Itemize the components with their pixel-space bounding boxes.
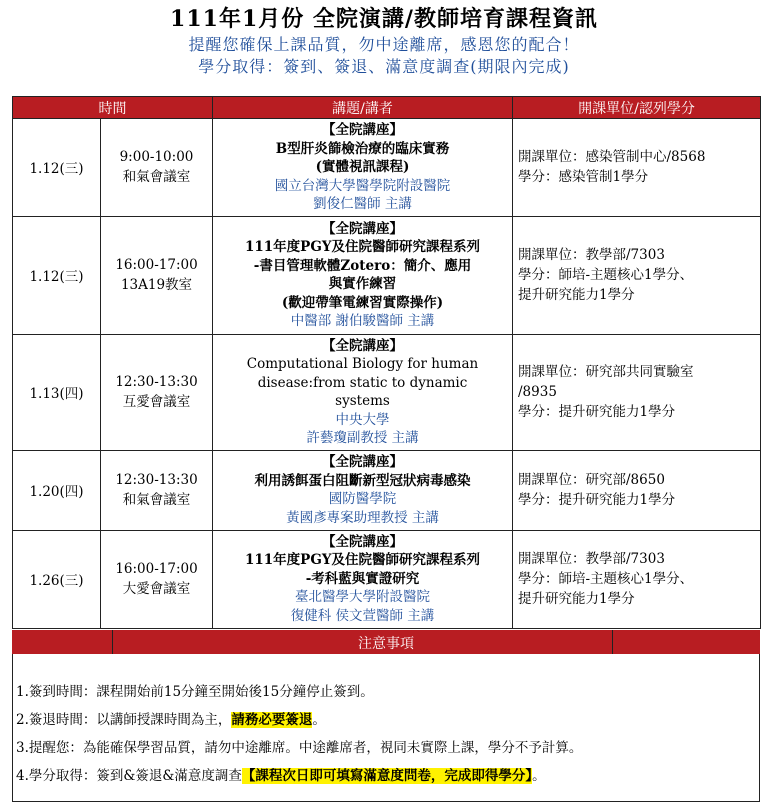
unit-line: /8935 [518, 384, 557, 400]
column-header-topic: 講題/講者 [213, 97, 513, 119]
course-unit-cell [513, 530, 761, 628]
topic-line: 與實作練習 [328, 276, 397, 292]
note-item [16, 710, 326, 730]
lecture-tag: 【全院講座】 [322, 220, 403, 237]
topic-line: B型肝炎篩檢治療的臨床實務 [275, 140, 450, 157]
table-row [13, 119, 761, 217]
note-text: 2.簽退時間：以講師授課時間為主， [16, 712, 232, 728]
unit-line: 學分：師培-主題核心1學分、 [518, 267, 694, 283]
page-header [0, 0, 768, 78]
unit-line: 開課單位：教學部/7303 [518, 551, 665, 567]
note-item: 1.簽到時間：課程開始前15分鐘至開始後15分鐘停止簽到。 [16, 684, 374, 700]
course-time-cell [101, 334, 213, 450]
course-room: 和氣會議室 [122, 492, 191, 508]
page-title: 111年1月份 全院演講/教師培育課程資訊 [170, 6, 598, 32]
topic-line: systems [335, 393, 390, 409]
speaker-name: 許藝瓊副教授 主講 [306, 430, 419, 446]
topic-line: -書目管理軟體Zotero：簡介、應用 [253, 257, 472, 274]
table-row [13, 216, 761, 334]
course-room: 13A19教室 [120, 277, 193, 293]
unit-line: 開課單位：研究部共同實驗室 [518, 364, 694, 380]
course-time-cell [101, 530, 213, 628]
course-time-cell [101, 119, 213, 217]
notes-heading: 注意事項 [358, 636, 414, 652]
unit-line: 開課單位：教學部/7303 [518, 247, 665, 263]
unit-line: 提升研究能力1學分 [518, 591, 635, 607]
column-header-unit: 開課單位/認列學分 [513, 97, 761, 119]
speaker-name: 黃國彥專案助理教授 主講 [286, 509, 439, 526]
course-topic-cell [213, 334, 513, 450]
note-text: 4.學分取得：簽到&簽退&滿意度調查 [16, 768, 242, 784]
course-time-cell [101, 216, 213, 334]
course-time: 16:00-17:00 [115, 561, 198, 577]
topic-line: disease:from static to dynamic [257, 374, 468, 391]
course-time: 12:30-13:30 [115, 374, 198, 390]
course-topic-cell [213, 216, 513, 334]
unit-line: 開課單位：感染管制中心/8568 [518, 149, 706, 166]
course-date: 1.12(三) [13, 119, 101, 217]
table-row [13, 334, 761, 450]
note-item [16, 766, 546, 786]
course-room: 大愛會議室 [122, 581, 191, 597]
unit-line: 學分：提升研究能力1學分 [518, 492, 676, 508]
column-header-time: 時間 [13, 97, 213, 119]
speaker-name: 劉俊仁醫師 主講 [313, 196, 412, 212]
unit-line: 提升研究能力1學分 [518, 287, 635, 303]
credit-requirement-text: 學分取得：簽到、簽退、滿意度調查(期限內完成) [198, 57, 570, 76]
table-row [13, 530, 761, 628]
topic-line: -考科藍與實證研究 [305, 570, 420, 587]
course-date: 1.12(三) [13, 216, 101, 334]
course-time-cell [101, 450, 213, 530]
reminder-text: 提醒您確保上課品質，勿中途離席，感恩您的配合！ [188, 35, 580, 54]
course-unit-cell [513, 450, 761, 530]
speaker-institution: 國防醫學院 [328, 491, 397, 507]
course-unit-cell [513, 119, 761, 217]
speaker-institution: 國立台灣大學醫學院附設醫院 [274, 177, 451, 194]
speaker-name: 中醫部 謝伯駿醫師 主講 [290, 313, 435, 329]
course-time: 12:30-13:30 [115, 472, 198, 488]
lecture-tag: 【全院講座】 [322, 122, 403, 138]
course-schedule-table [12, 96, 761, 629]
course-date: 1.13(四) [13, 334, 101, 450]
note-highlight: 請務必要簽退 [231, 712, 313, 728]
note-highlight: 【課程次日即可填寫滿意度問卷，完成即得學分】 [241, 768, 533, 784]
course-unit-cell [513, 334, 761, 450]
unit-line: 學分：師培-主題核心1學分、 [518, 571, 694, 587]
speaker-institution: 中央大學 [335, 411, 390, 428]
note-text: 。 [532, 768, 546, 784]
lecture-tag: 【全院講座】 [322, 533, 403, 550]
notes-header-bar [12, 630, 760, 654]
unit-line: 學分：感染管制1學分 [518, 169, 649, 186]
course-unit-cell [513, 216, 761, 334]
lecture-tag: 【全院講座】 [322, 454, 403, 470]
course-time: 9:00-10:00 [119, 149, 194, 166]
course-room: 互愛會議室 [122, 394, 191, 410]
speaker-institution: 臺北醫學大學附設醫院 [295, 589, 430, 606]
topic-line: 111年度PGY及住院醫師研究課程系列 [245, 552, 480, 569]
note-text: 。 [312, 712, 326, 728]
course-topic-cell [213, 450, 513, 530]
lecture-tag: 【全院講座】 [322, 337, 403, 354]
speaker-name: 復健科 侯文萱醫師 主講 [290, 607, 435, 624]
course-time: 16:00-17:00 [115, 257, 198, 273]
unit-line: 學分：提升研究能力1學分 [518, 404, 676, 420]
topic-line: Computational Biology for human [246, 356, 479, 372]
topic-line: (實體視訊課程) [315, 159, 410, 175]
course-date: 1.26(三) [13, 530, 101, 628]
unit-line: 開課單位：研究部/8650 [518, 472, 665, 488]
table-header-row [13, 97, 761, 119]
course-topic-cell [213, 119, 513, 217]
note-item: 3.提醒您：為能確保學習品質，請勿中途離席。中途離席者，視同未實際上課，學分不予計算。 [16, 740, 583, 756]
course-date: 1.20(四) [13, 450, 101, 530]
course-topic-cell [213, 530, 513, 628]
topic-line: (歡迎帶筆電練習實際操作) [281, 294, 444, 311]
course-room: 和氣會議室 [122, 169, 191, 186]
table-row [13, 450, 761, 530]
notes-section [12, 654, 760, 802]
topic-line: 利用誘餌蛋白阻斷新型冠狀病毒感染 [254, 472, 471, 489]
topic-line: 111年度PGY及住院醫師研究課程系列 [245, 239, 480, 255]
